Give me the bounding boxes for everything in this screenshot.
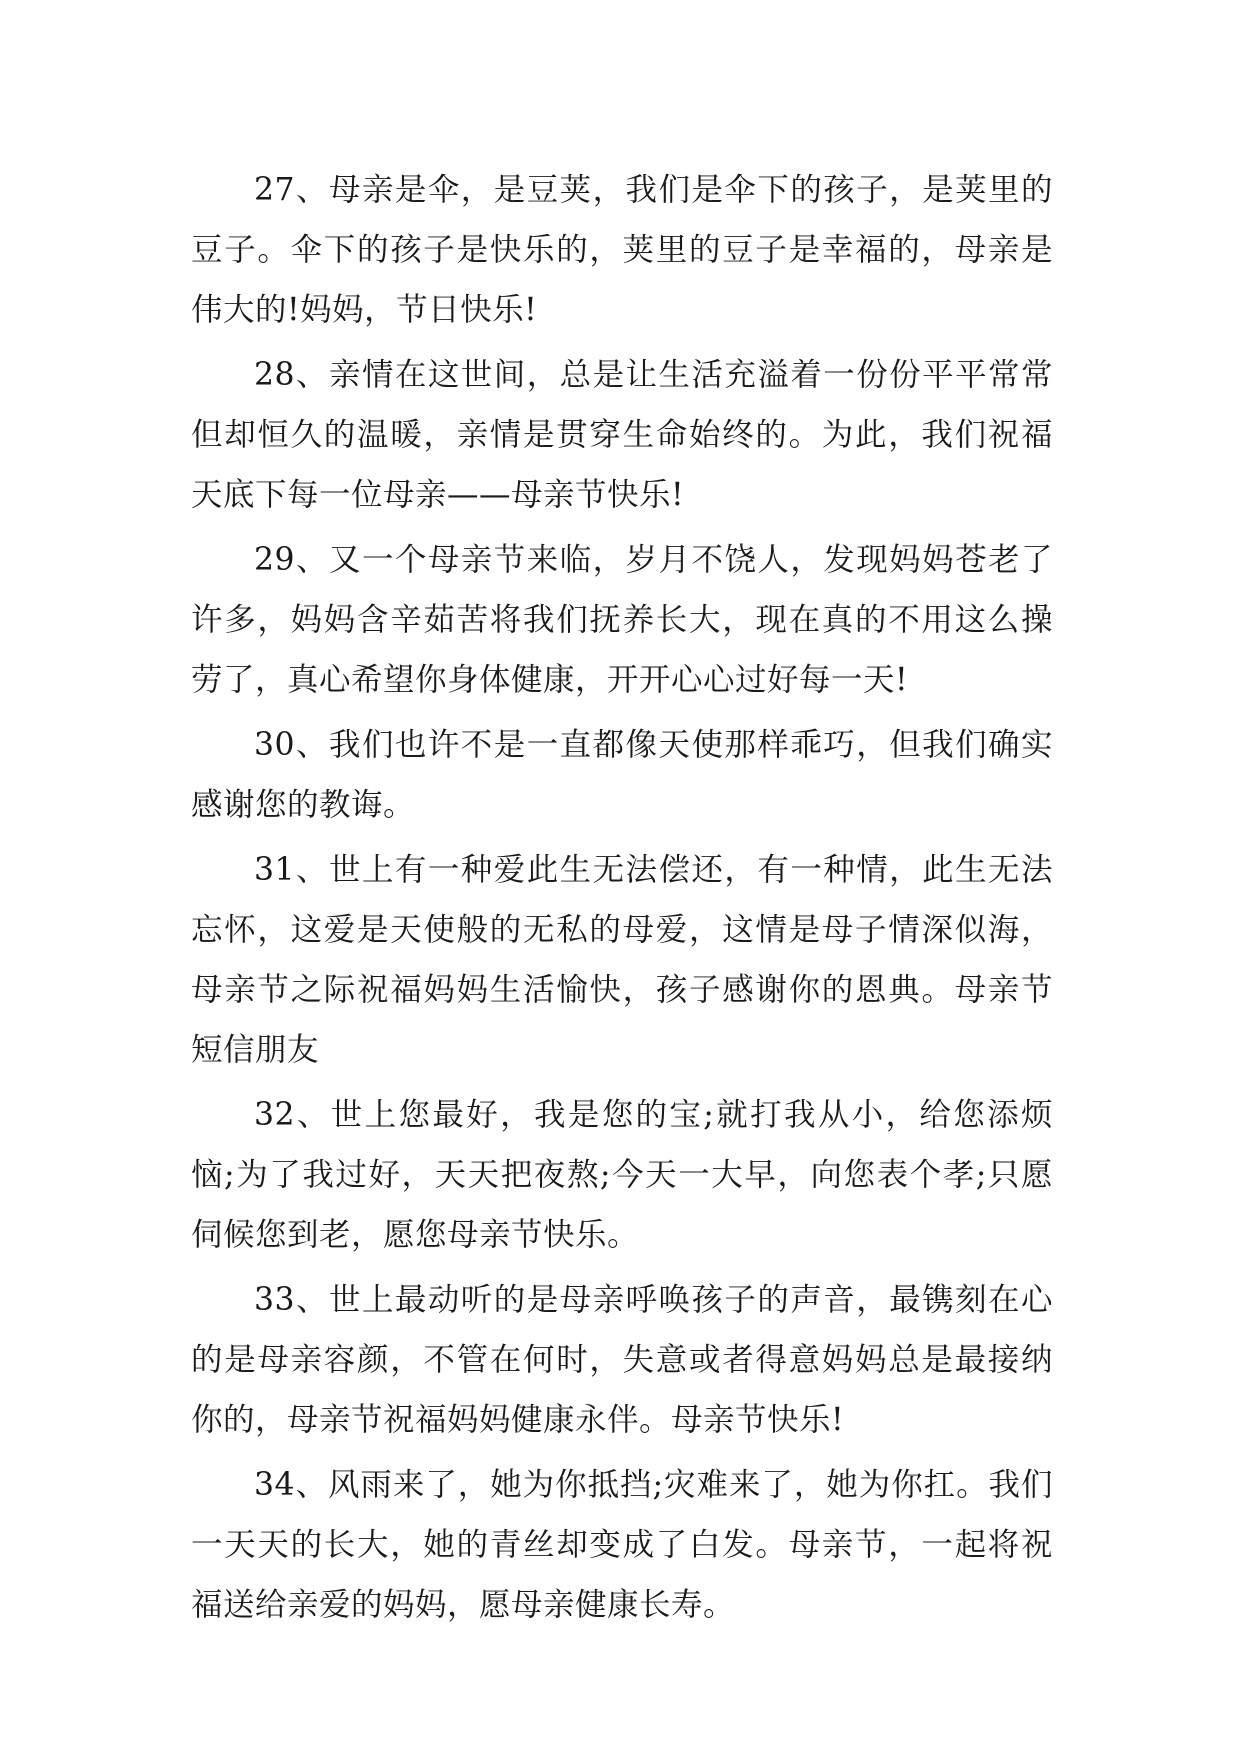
paragraph-29: 29、又一个母亲节来临，岁月不饶人，发现妈妈苍老了许多，妈妈含辛茹苦将我们抚养长大，现在真的不用这么操劳了，真心希望你身体健康，开开心心过好每一天!	[191, 542, 1053, 698]
paragraph-33: 33、世上最动听的是母亲呼唤孩子的声音，最镌刻在心的是母亲容颜，不管在何时，失意或者得意妈妈总是最接纳你的，母亲节祝福妈妈健康永伴。母亲节快乐!	[191, 1282, 1053, 1438]
paragraph-30: 30、我们也许不是一直都像天使那样乖巧，但我们确实感谢您的教诲。	[191, 727, 1053, 823]
paragraph-34: 34、风雨来了，她为你抵挡;灾难来了，她为你扛。我们一天天的长大，她的青丝却变成了白发。母亲节，一起将祝福送给亲爱的妈妈，愿母亲健康长寿。	[191, 1467, 1053, 1623]
paragraph-28: 28、亲情在这世间，总是让生活充溢着一份份平平常常但却恒久的温暖，亲情是贯穿生命始终的。为此，我们祝福天底下每一位母亲——母亲节快乐!	[191, 357, 1053, 513]
paragraph-27: 27、母亲是伞，是豆荚，我们是伞下的孩子，是荚里的豆子。伞下的孩子是快乐的，荚里的豆子是幸福的，母亲是伟大的!妈妈，节日快乐!	[191, 172, 1053, 328]
paragraph-32: 32、世上您最好，我是您的宝;就打我从小，给您添烦恼;为了我过好，天天把夜熬;今天一大早，向您表个孝;只愿伺候您到老，愿您母亲节快乐。	[191, 1097, 1053, 1253]
document-body	[191, 160, 1053, 1640]
paragraph-31: 31、世上有一种爱此生无法偿还，有一种情，此生无法忘怀，这爱是天使般的无私的母爱，这情是母子情深似海，母亲节之际祝福妈妈生活愉快，孩子感谢你的恩典。母亲节短信朋友	[191, 852, 1053, 1068]
